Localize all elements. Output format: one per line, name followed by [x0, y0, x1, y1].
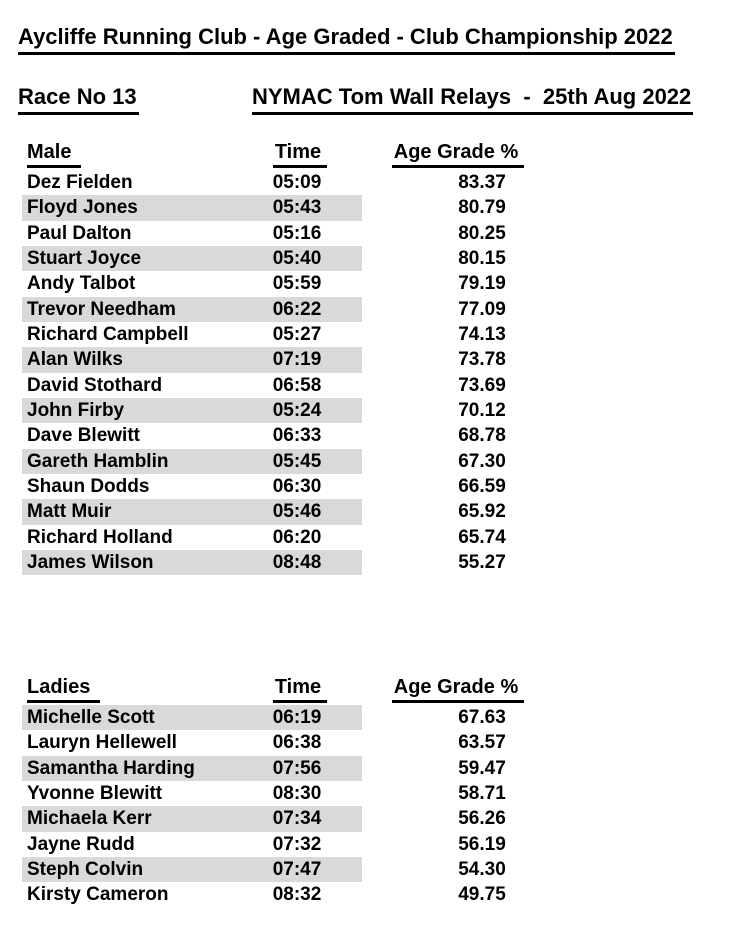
page-title-text: Aycliffe Running Club - Age Graded - Club Championship 2022: [18, 24, 675, 55]
runner-name: Andy Talbot: [27, 273, 136, 295]
row-shaded-band: [22, 398, 362, 423]
runner-time: 05:09: [272, 172, 322, 193]
table-row: [22, 195, 742, 220]
male-results-table: [0, 141, 742, 575]
runner-age-grade: 83.37: [458, 172, 506, 193]
runner-age-grade: 54.30: [458, 858, 506, 880]
runner-time: 05:43: [272, 197, 322, 219]
runner-time: 06:58: [272, 374, 322, 396]
runner-time: 08:48: [272, 551, 322, 573]
runner-time: 08:32: [272, 884, 322, 906]
runner-age-grade: 65.74: [458, 526, 506, 548]
runner-age-grade: 65.92: [458, 501, 506, 523]
runner-age-grade: 63.57: [458, 732, 506, 754]
table-row: [22, 857, 742, 882]
runner-name: Kirsty Cameron: [27, 884, 169, 906]
table-row: [22, 806, 742, 831]
table-row: [22, 347, 742, 372]
row-shaded-band: [22, 373, 362, 398]
table-row: [22, 832, 742, 857]
runner-time: 05:59: [272, 273, 322, 295]
table-row: [22, 449, 742, 474]
runner-name: Matt Muir: [27, 501, 112, 523]
row-shaded-band: [22, 474, 362, 499]
row-shaded-band: [22, 221, 362, 246]
page-title: [18, 24, 675, 55]
runner-time: 06:33: [272, 425, 322, 447]
row-shaded-band: [22, 449, 362, 474]
table-row: [22, 246, 742, 271]
runner-age-grade: 49.75: [458, 884, 506, 906]
runner-age-grade: 56.26: [458, 808, 506, 830]
row-shaded-band: [22, 246, 362, 271]
table-row: [22, 170, 742, 195]
runner-age-grade: 73.69: [458, 374, 506, 396]
runner-name: Gareth Hamblin: [27, 450, 169, 472]
runner-age-grade: 73.78: [458, 349, 506, 371]
runner-time: 05:16: [272, 222, 322, 244]
runner-age-grade: 58.71: [458, 782, 506, 804]
row-shaded-band: [22, 170, 362, 195]
runner-time: 05:45: [272, 450, 322, 472]
table-row: [22, 781, 742, 806]
row-shaded-band: [22, 705, 362, 730]
runner-time: 07:19: [272, 349, 322, 371]
runner-age-grade: 68.78: [458, 425, 506, 447]
table-row: [22, 398, 742, 423]
column-header-age-grade: Age Grade %: [365, 141, 551, 168]
table-row: [22, 322, 742, 347]
runner-time: 05:46: [272, 501, 322, 523]
runner-time: 08:30: [272, 782, 322, 804]
runner-age-grade: 79.19: [458, 273, 506, 295]
table-row: [22, 271, 742, 296]
runner-name: Shaun Dodds: [27, 475, 150, 497]
race-number: Race No 13: [18, 84, 139, 115]
runner-name: Alan Wilks: [27, 349, 123, 371]
column-header-male: Male: [22, 141, 235, 168]
runner-time: 07:34: [272, 808, 322, 830]
column-header-time: Time: [235, 141, 365, 168]
male-table-header-row: [22, 141, 742, 170]
table-row: [22, 730, 742, 755]
runner-name: Richard Holland: [27, 526, 173, 548]
column-header-age-grade: Age Grade %: [365, 676, 551, 703]
row-shaded-band: [22, 195, 362, 220]
runner-name: Richard Campbell: [27, 323, 189, 345]
runner-name: Dave Blewitt: [27, 425, 140, 447]
runner-name: Michaela Kerr: [27, 808, 152, 830]
row-shaded-band: [22, 499, 362, 524]
table-row: [22, 221, 742, 246]
runner-name: Stuart Joyce: [27, 247, 142, 269]
runner-name: James Wilson: [27, 551, 154, 573]
row-shaded-band: [22, 297, 362, 322]
runner-name: Michelle Scott: [27, 707, 155, 728]
runner-time: 07:32: [272, 833, 322, 855]
runner-age-grade: 56.19: [458, 833, 506, 855]
row-shaded-band: [22, 322, 362, 347]
runner-age-grade: 74.13: [458, 323, 506, 345]
runner-age-grade: 80.25: [458, 222, 506, 244]
runner-time: 07:47: [272, 858, 322, 880]
runner-name: Trevor Needham: [27, 298, 176, 320]
runner-age-grade: 67.30: [458, 450, 506, 472]
runner-age-grade: 70.12: [458, 399, 506, 421]
row-shaded-band: [22, 271, 362, 296]
column-header-time: Time: [235, 676, 365, 703]
runner-age-grade: 66.59: [458, 475, 506, 497]
ladies-table-header-row: [22, 676, 742, 705]
runner-time: 05:24: [272, 399, 322, 421]
row-shaded-band: [22, 525, 362, 550]
row-shaded-band: [22, 806, 362, 831]
row-shaded-band: [22, 347, 362, 372]
runner-time: 05:27: [272, 323, 322, 345]
runner-age-grade: 80.15: [458, 247, 506, 269]
runner-age-grade: 59.47: [458, 757, 506, 779]
row-shaded-band: [22, 550, 362, 575]
row-shaded-band: [22, 857, 362, 882]
table-row: [22, 423, 742, 448]
runner-name: Yvonne Blewitt: [27, 782, 163, 804]
runner-age-grade: 55.27: [458, 551, 506, 573]
table-row: [22, 297, 742, 322]
runner-age-grade: 80.79: [458, 197, 506, 219]
race-name: NYMAC Tom Wall Relays - 25th Aug 2022: [252, 84, 693, 115]
runner-time: 06:38: [272, 732, 322, 754]
table-row: [22, 373, 742, 398]
runner-name: Steph Colvin: [27, 858, 144, 880]
runner-name: Jayne Rudd: [27, 833, 135, 855]
table-row: [22, 705, 742, 730]
row-shaded-band: [22, 832, 362, 857]
race-line: [0, 84, 742, 114]
runner-name: Lauryn Hellewell: [27, 732, 177, 754]
runner-name: Floyd Jones: [27, 197, 138, 219]
row-shaded-band: [22, 423, 362, 448]
runner-time: 07:56: [272, 757, 322, 779]
table-row: [22, 550, 742, 575]
runner-name: David Stothard: [27, 374, 163, 396]
table-row: [22, 474, 742, 499]
runner-time: 06:20: [272, 526, 322, 548]
row-shaded-band: [22, 756, 362, 781]
runner-name: John Firby: [27, 399, 125, 421]
row-shaded-band: [22, 882, 362, 907]
runner-age-grade: 77.09: [458, 298, 506, 320]
runner-name: Samantha Harding: [27, 757, 195, 779]
runner-time: 06:22: [272, 298, 322, 320]
runner-time: 06:30: [272, 475, 322, 497]
male-rows: [0, 170, 742, 575]
column-header-ladies: Ladies: [22, 676, 235, 703]
table-row: [22, 499, 742, 524]
table-row: [22, 882, 742, 907]
row-shaded-band: [22, 730, 362, 755]
table-row: [22, 525, 742, 550]
ladies-rows: [0, 705, 742, 908]
table-row: [22, 756, 742, 781]
runner-age-grade: 67.63: [458, 707, 506, 728]
row-shaded-band: [22, 781, 362, 806]
ladies-results-table: [0, 676, 742, 908]
runner-name: Dez Fielden: [27, 172, 133, 193]
runner-time: 05:40: [272, 247, 322, 269]
runner-name: Paul Dalton: [27, 222, 132, 244]
runner-time: 06:19: [272, 707, 322, 728]
